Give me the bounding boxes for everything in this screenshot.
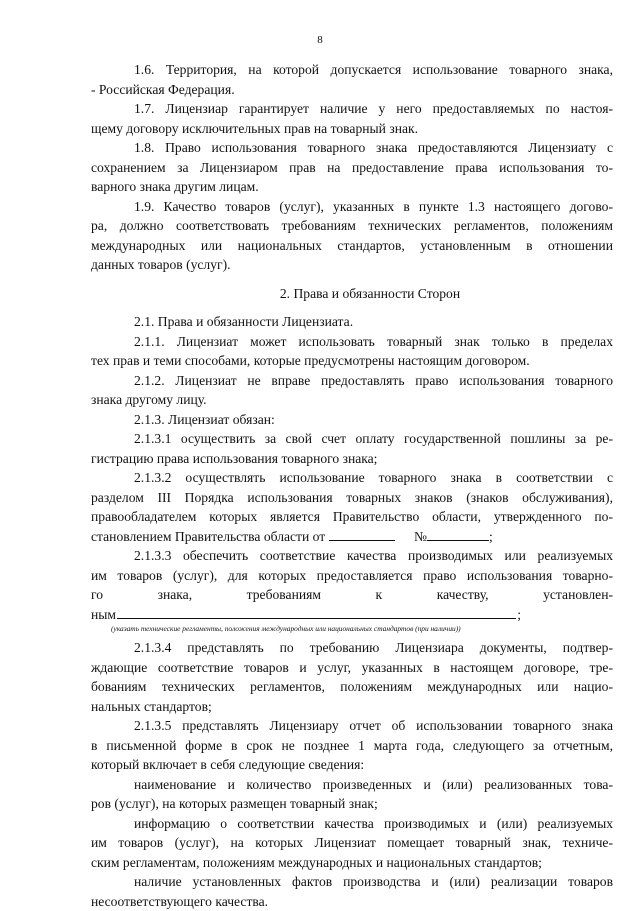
report-item-2-line-3: ским регламентам, положениям международных и национальных стандартов;	[91, 853, 613, 873]
word: требованиям	[247, 585, 321, 605]
clause-1-9-line-1: 1.9. Качество товаров (услуг), указанных в пункте 1.3 настоящего догово-	[91, 197, 613, 217]
decree-number-blank[interactable]	[427, 528, 489, 541]
standards-hint: (указать технические регламенты, положения международных или национальных стандартов (при наличии))	[91, 624, 613, 638]
clause-2-1-2-line-1: 2.1.2. Лицензиат не вправе предоставлять право использования товарного	[91, 371, 613, 391]
report-item-2-line-1: информацию о соответствии качества производимых и (или) реализуемых	[91, 814, 613, 834]
report-item-1-line-1: наименование и количество произведенных и (или) реализованных това-	[91, 775, 613, 795]
clause-2-1-1-line-2: тех прав и теми способами, которые предусмотрены настоящим договором.	[91, 351, 613, 371]
clause-2-1-3-3-line-3	[91, 585, 613, 605]
clause-2-1: 2.1. Права и обязанности Лицензиата.	[91, 312, 613, 332]
clause-1-8-line-3: варного знака другим лицам.	[91, 177, 613, 197]
clause-2-1-3-4-line-1: 2.1.3.4 представлять по требованию Лицензиара документы, подтвер-	[91, 638, 613, 658]
report-item-3-line-1: наличие установленных фактов производства и (или) реализации товаров	[91, 872, 613, 892]
clause-1-8-line-2: сохранением за Лицензиаром прав на предоставление права использования то-	[91, 158, 613, 178]
clause-2-1-3-4-line-2: ждающие соответствие товаров и услуг, указанных в настоящем договоре, тре-	[91, 658, 613, 678]
clause-2-1-3-2-line-3: правообладателем которых является Правительство области, утвержденного по-	[91, 507, 613, 527]
clause-1-6-line-2: - Российская Федерация.	[91, 80, 613, 100]
clause-2-1-3-1-line-1: 2.1.3.1 осуществить за свой счет оплату государственной пошлины за ре-	[91, 429, 613, 449]
word: го	[91, 585, 103, 605]
clause-1-7-line-2: щему договору исключительных прав на товарный знак.	[91, 119, 613, 139]
report-item-2-line-2: им товаров (услуг), на которых Лицензиат помещает товарный знак, техниче-	[91, 833, 613, 853]
clause-2-1-1-line-1: 2.1.1. Лицензиат может использовать товарный знак только в пределах	[91, 332, 613, 352]
clause-2-1-3-3-line-4	[91, 605, 521, 625]
word: знака,	[158, 585, 193, 605]
word: качеству,	[437, 585, 489, 605]
clause-1-9-line-2: ра, должно соответствовать требованиям технических регламентов, положениям	[91, 216, 613, 236]
decree-number-sign: №	[414, 529, 427, 544]
report-item-1-line-2: ров (услуг), на которых размещен товарный знак;	[91, 794, 613, 814]
standards-semicolon: ;	[517, 605, 521, 625]
clause-2-1-3-2-line-2: разделом III Порядка использования товарных знаков (знаков обслуживания),	[91, 488, 613, 508]
decree-text: становлением Правительства области от	[91, 529, 325, 544]
word: ным	[91, 605, 116, 625]
clause-1-8-line-1: 1.8. Право использования товарного знака предоставляются Лицензиату с	[91, 138, 613, 158]
clause-2-1-3-1-line-2: гистрацию права использования товарного знака;	[91, 449, 613, 469]
document-body	[91, 60, 613, 911]
clause-2-1-3-4-line-3: бованиям технических регламентов, положениям международных или нацио-	[91, 677, 613, 697]
decree-date-blank[interactable]	[329, 528, 395, 541]
page-number: 8	[0, 33, 640, 47]
clause-2-1-3-5-line-2: в письменной форме в срок не позднее 1 марта года, следующего за отчетным,	[91, 736, 613, 756]
standards-blank[interactable]	[117, 618, 516, 619]
clause-2-1-3-2-line-1: 2.1.3.2 осуществлять использование товарного знака в соответствии с	[91, 468, 613, 488]
clause-2-1-3-3-line-1: 2.1.3.3 обеспечить соответствие качества производимых или реализуемых	[91, 546, 613, 566]
report-item-3-line-2: несоответствующего качества.	[91, 892, 613, 911]
clause-2-1-3-3-line-2: им товаров (услуг), для которых предоставляется право использования товарно-	[91, 566, 613, 586]
clause-1-9-line-4: данных товаров (услуг).	[91, 255, 613, 275]
clause-2-1-3-2-line-4	[91, 527, 613, 547]
clause-2-1-3-5-line-1: 2.1.3.5 представлять Лицензиару отчет об использовании товарного знака	[91, 716, 613, 736]
clause-2-1-3: 2.1.3. Лицензиат обязан:	[91, 410, 613, 430]
section-heading: 2. Права и обязанности Сторон	[91, 284, 613, 304]
clause-2-1-3-4-line-4: нальных стандартов;	[91, 697, 613, 717]
decree-semicolon: ;	[489, 529, 493, 544]
word: к	[376, 585, 383, 605]
clause-2-1-2-line-2: знака другому лицу.	[91, 390, 613, 410]
clause-1-6-line-1: 1.6. Территория, на которой допускается использование товарного знака,	[91, 60, 613, 80]
clause-2-1-3-5-line-3: который включает в себя следующие сведения:	[91, 755, 613, 775]
clause-1-9-line-3: международных или национальных стандартов, установленным в отношении	[91, 236, 613, 256]
word: установлен-	[543, 585, 613, 605]
clause-1-7-line-1: 1.7. Лицензиар гарантирует наличие у него предоставляемых по настоя-	[91, 99, 613, 119]
